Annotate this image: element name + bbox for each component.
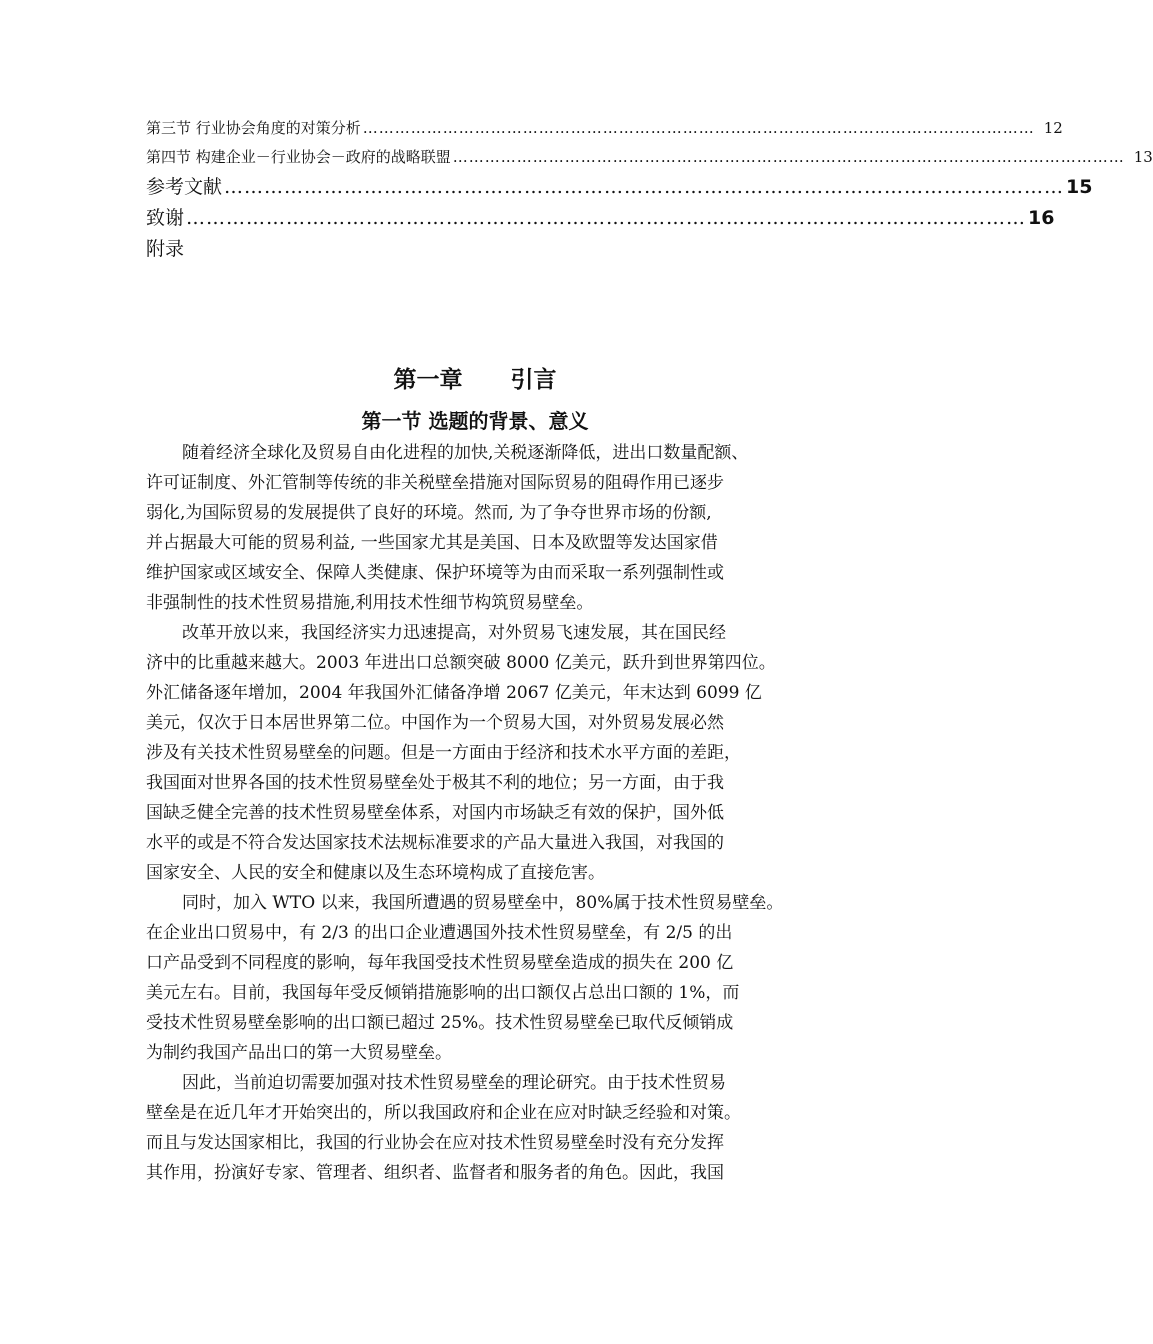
toc-dot-leader: ………………………………………………………………………………………………………………	[186, 207, 1027, 229]
toc-page-number: 12	[1043, 119, 1063, 137]
text-line: 并占据最大可能的贸易利益, 一些国家尤其是美国、日本及欧盟等发达国家借	[146, 533, 718, 553]
toc-entry-appendix[interactable]: 附录	[146, 238, 185, 260]
text-line: 非强制性的技术性贸易措施,利用技术性细节构筑贸易壁垒。	[146, 593, 594, 613]
text-line: 同时，加入 WTO 以来，我国所遭遇的贸易壁垒中，80%属于技术性贸易壁垒。	[182, 893, 784, 913]
chapter-title: 第一章 引言	[393, 367, 557, 393]
paragraph	[146, 888, 818, 1068]
body-text	[146, 438, 818, 1188]
text-line: 维护国家或区域安全、保障人类健康、保护环境等为由而采取一系列强制性或	[146, 563, 724, 583]
section-title: 第一节 选题的背景、意义	[361, 409, 589, 433]
text-line: 口产品受到不同程度的影响，每年我国受技术性贸易壁垒造成的损失在 200 亿	[146, 953, 734, 973]
text-line: 改革开放以来，我国经济实力迅速提高，对外贸易飞速发展，其在国民经	[182, 623, 726, 643]
text-line: 受技术性贸易壁垒影响的出口额已超过 25%。技术性贸易壁垒已取代反倾销成	[146, 1013, 734, 1033]
paragraph	[146, 438, 818, 618]
text-line: 国缺乏健全完善的技术性贸易壁垒体系，对国内市场缺乏有效的保护，国外低	[146, 803, 724, 823]
text-line: 弱化,为国际贸易的发展提供了良好的环境。然而, 为了争夺世界市场的份额,	[146, 503, 712, 523]
toc-page-number: 16	[1028, 207, 1055, 229]
toc-dot-leader: ………………………………………………………………………………………………………………	[224, 176, 1065, 198]
text-line: 因此，当前迫切需要加强对技术性贸易壁垒的理论研究。由于技术性贸易	[182, 1073, 726, 1093]
text-line: 水平的或是不符合发达国家技术法规标准要求的产品大量进入我国，对我国的	[146, 833, 724, 853]
text-line: 许可证制度、外汇管制等传统的非关税壁垒措施对国际贸易的阻碍作用已逐步	[146, 473, 724, 493]
toc-dot-leader: ………………………………………………………………………………………………………………	[362, 119, 1035, 137]
table-of-contents	[146, 114, 1153, 265]
toc-entry-label: 第四节 构建企业－行业协会－政府的战略联盟	[146, 148, 451, 166]
toc-entry-label: 第三节 行业协会角度的对策分析	[146, 119, 361, 137]
text-line: 济中的比重越来越大。2003 年进出口总额突破 8000 亿美元，跃升到世界第四位。	[146, 653, 776, 673]
text-line: 国家安全、人民的安全和健康以及生态环境构成了直接危害。	[146, 863, 605, 883]
text-line: 而且与发达国家相比，我国的行业协会在应对技术性贸易壁垒时没有充分发挥	[146, 1133, 724, 1153]
text-line: 我国面对世界各国的技术性贸易壁垒处于极其不利的地位；另一方面，由于我	[146, 773, 724, 793]
text-line: 在企业出口贸易中，有 2/3 的出口企业遭遇国外技术性贸易壁垒，有 2/5 的出	[146, 923, 733, 943]
toc-entry[interactable]	[146, 172, 1093, 203]
toc-page-number: 13	[1133, 148, 1153, 166]
text-line: 其作用，扮演好专家、管理者、组织者、监督者和服务者的角色。因此，我国	[146, 1163, 724, 1183]
toc-page-number: 15	[1066, 176, 1093, 198]
paragraph	[146, 1068, 818, 1188]
toc-entry[interactable]	[146, 143, 1153, 172]
text-line: 随着经济全球化及贸易自由化进程的加快,关税逐渐降低，进出口数量配额、	[182, 443, 749, 463]
text-line: 外汇储备逐年增加，2004 年我国外汇储备净增 2067 亿美元，年末达到 6099 亿	[146, 683, 762, 703]
paragraph	[146, 618, 818, 888]
text-line: 为制约我国产品出口的第一大贸易壁垒。	[146, 1043, 452, 1063]
text-line: 美元，仅次于日本居世界第二位。中国作为一个贸易大国，对外贸易发展必然	[146, 713, 724, 733]
toc-entry-label: 致谢	[146, 207, 185, 229]
text-line: 壁垒是在近几年才开始突出的，所以我国政府和企业在应对时缺乏经验和对策。	[146, 1103, 741, 1123]
toc-entry[interactable]	[146, 114, 1063, 143]
text-line: 美元左右。目前，我国每年受反倾销措施影响的出口额仅占总出口额的 1%，而	[146, 983, 740, 1003]
text-line: 涉及有关技术性贸易壁垒的问题。但是一方面由于经济和技术水平方面的差距，	[146, 743, 741, 763]
toc-entry[interactable]	[146, 203, 1055, 234]
toc-dot-leader: ………………………………………………………………………………………………………………	[452, 148, 1125, 166]
toc-entry-label: 参考文献	[146, 176, 223, 198]
